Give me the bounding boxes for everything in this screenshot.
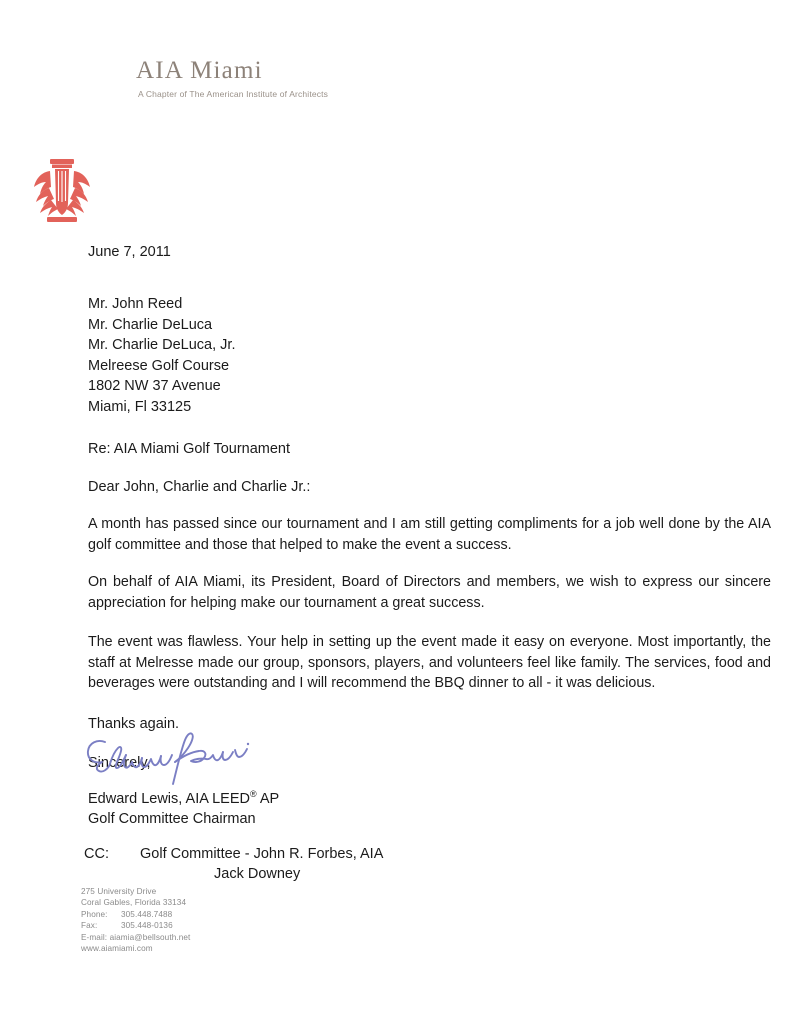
footer-fax-value: 305.448-0136 — [121, 921, 173, 931]
signer-name-text: Edward Lewis, AIA LEED — [88, 791, 250, 807]
recipient-line: Miami, Fl 33125 — [88, 398, 192, 415]
recipient-line: Mr. Charlie DeLuca — [88, 316, 213, 333]
body-paragraph-2: On behalf of AIA Miami, its President, Board of Directors and members, we wish to express our sincere appreciation for helping make our tournament a great success. — [88, 574, 771, 611]
body-paragraph-1: A month has passed since our tournament and I am still getting compliments for a job well done by the AIA golf committee and those that helped to make the event a success. — [88, 516, 771, 553]
footer-fax-row — [81, 920, 190, 931]
recipient-line: Mr. John Reed — [88, 296, 183, 312]
cc-block — [84, 845, 383, 884]
recipient-line: Mr. Charlie DeLuca, Jr. — [88, 337, 236, 353]
recipient-line: 1802 NW 37 Avenue — [88, 378, 221, 394]
footer-email-value[interactable]: aiamia@bellsouth.net — [109, 932, 191, 942]
salutation: Dear John, Charlie and Charlie Jr.: — [88, 479, 311, 495]
thanks-line: Thanks again. — [88, 715, 180, 732]
cc-label: CC: — [84, 846, 109, 862]
aia-eagle-column-emblem-icon — [33, 157, 91, 225]
footer-phone-label: Phone: — [81, 909, 108, 919]
footer-phone-value: 305.448.7488 — [121, 909, 173, 919]
letterhead — [136, 58, 556, 99]
signer-block — [88, 790, 279, 829]
organization-name: AIA Miami — [136, 57, 263, 84]
footer-fax-label: Fax: — [81, 921, 98, 931]
letter-date: June 7, 2011 — [88, 244, 171, 260]
cc-recipient-first: Golf Committee - John R. Forbes, AIA — [140, 846, 384, 862]
signer-credential-suffix: AP — [256, 791, 280, 807]
signer-title: Golf Committee Chairman — [88, 810, 256, 827]
footer-website[interactable]: www.aiamiami.com — [81, 944, 153, 954]
cc-recipient-second: Jack Downey — [214, 865, 301, 882]
letter-body — [88, 243, 771, 773]
footer-email-label: E-mail: — [81, 932, 108, 942]
cc-recipients — [140, 845, 383, 884]
registered-mark-icon: ® — [250, 789, 257, 800]
subject-line: Re: AIA Miami Golf Tournament — [88, 441, 291, 457]
handwritten-signature-icon — [85, 726, 255, 786]
footer-phone-row — [81, 909, 190, 920]
footer-email-row — [81, 932, 190, 943]
footer-street: 275 University Drive — [81, 887, 157, 896]
footer-city-state-zip: Coral Gables, Florida 33134 — [81, 898, 187, 908]
organization-tagline: A Chapter of The American Institute of Architects — [138, 89, 329, 99]
footer-contact-block — [81, 886, 190, 954]
cc-row — [84, 845, 383, 884]
body-paragraph-3: The event was flawless. Your help in setting up the event made it easy on everyone. Most importantly, the staff at Melresse made our group, sponsors, players, and volunteers feel like family. The services, food and beverages were outstanding and I will recommend the BBQ dinner to all - it was delicious. — [88, 634, 771, 691]
recipient-line: Melreese Golf Course — [88, 357, 230, 374]
recipient-address-block — [88, 294, 771, 417]
closing-line: Sincerely, — [88, 754, 151, 771]
signer-name — [88, 790, 279, 810]
